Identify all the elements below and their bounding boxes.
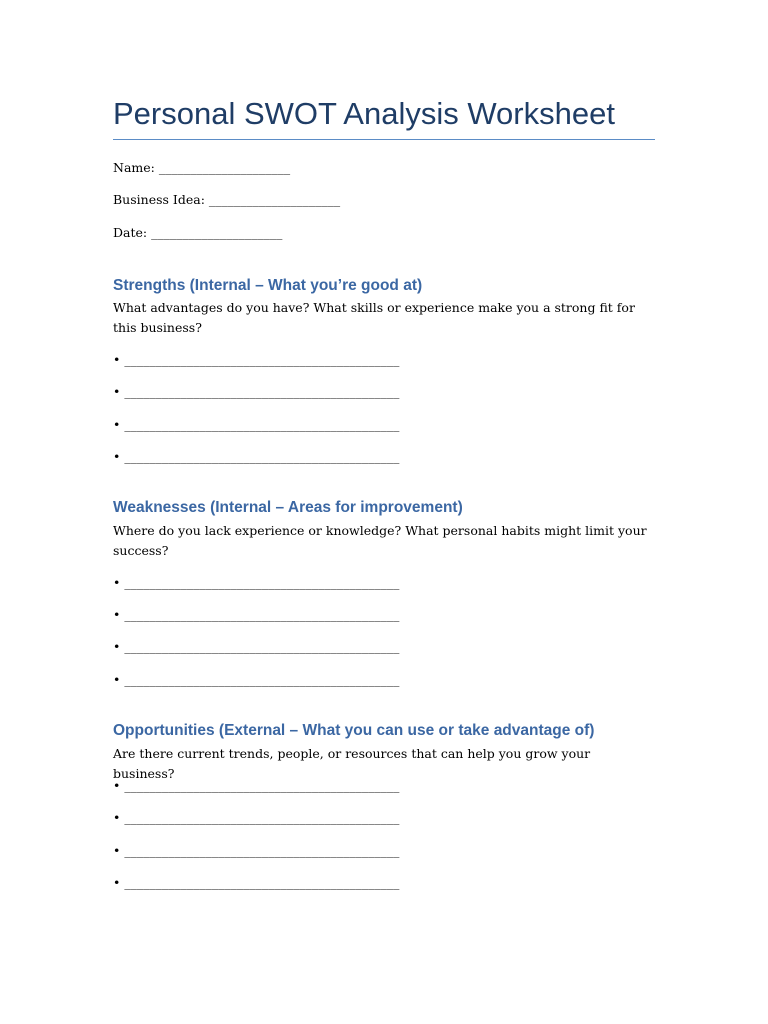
- weaknesses-bullet-4: • ____________________________________________: [113, 672, 400, 687]
- strengths-bullet-4: • ____________________________________________: [113, 449, 400, 464]
- weaknesses-prompt: Where do you lack experience or knowledge? What personal habits might limit your success?: [113, 523, 647, 558]
- weaknesses-heading: Weaknesses (Internal – Areas for improvement): [113, 499, 463, 516]
- title-underline: [113, 139, 655, 140]
- business-idea-field: Business Idea: _____________________: [113, 192, 341, 207]
- weaknesses-bullet-1: • ____________________________________________: [113, 575, 400, 590]
- date-field: Date: _____________________: [113, 225, 283, 240]
- opportunities-bullet-4: • ____________________________________________: [113, 875, 400, 890]
- weaknesses-bullet-3: • ____________________________________________: [113, 639, 400, 654]
- weaknesses-bullet-2: • ____________________________________________: [113, 607, 400, 622]
- opportunities-heading: Opportunities (External – What you can use or take advantage of): [113, 722, 595, 739]
- opportunities-bullet-2: • ____________________________________________: [113, 810, 400, 825]
- opportunities-prompt: Are there current trends, people, or resources that can help you grow your business?: [113, 746, 591, 781]
- opportunities-bullet-1: • ____________________________________________: [113, 778, 400, 793]
- page-title: Personal SWOT Analysis Worksheet: [113, 96, 615, 131]
- strengths-heading: Strengths (Internal – What you’re good at): [113, 277, 423, 294]
- strengths-bullet-3: • ____________________________________________: [113, 417, 400, 432]
- opportunities-bullet-3: • ____________________________________________: [113, 843, 400, 858]
- strengths-bullet-2: • ____________________________________________: [113, 384, 400, 399]
- strengths-prompt: What advantages do you have? What skills or experience make you a strong fit for this business?: [113, 300, 635, 335]
- name-field: Name: _____________________: [113, 160, 291, 175]
- strengths-bullet-1: • ____________________________________________: [113, 352, 400, 367]
